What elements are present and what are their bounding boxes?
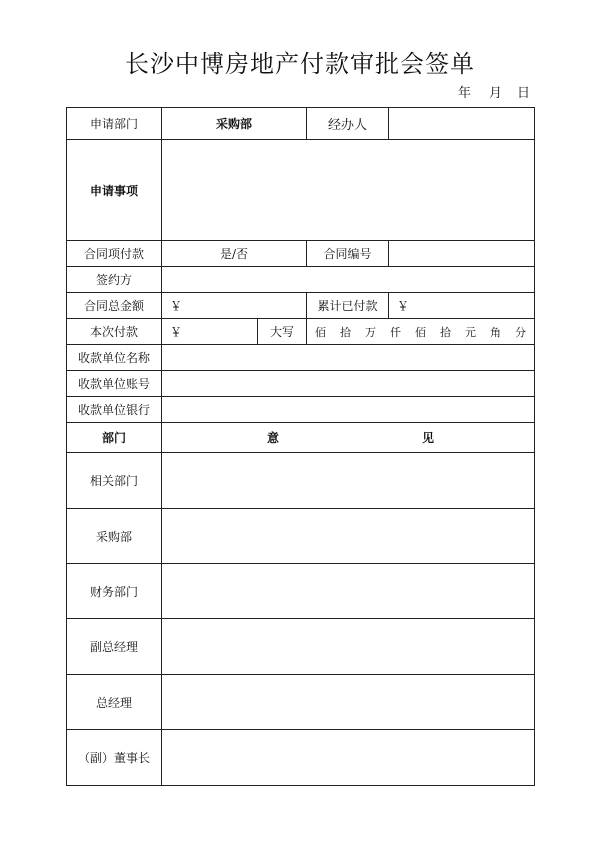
opinion-header-char-2: 见 [422,431,435,445]
date-month: 月 [489,86,503,101]
matter-label: 申请事项 [67,140,162,241]
opinion-row [67,509,535,564]
row-current-pay [67,319,535,345]
opinion-dept-label: 总经理 [67,675,162,730]
apply-dept-value[interactable]: 采购部 [162,108,307,140]
date-day: 日 [517,86,531,101]
contract-no-value[interactable] [389,241,535,267]
payee-name-label: 收款单位名称 [67,345,162,371]
opinion-row [67,730,535,786]
opinion-dept-label: 财务部门 [67,564,162,619]
unit-jiao: 角 [490,325,502,339]
unit-shi-2: 拾 [440,325,452,339]
contract-total-value[interactable]: ￥ [162,293,307,319]
capital-amount-field[interactable] [307,319,535,345]
opinion-row [67,453,535,509]
row-apply-dept [67,108,535,140]
opinion-header [162,423,535,453]
payee-account-value[interactable] [162,371,535,397]
unit-wan: 万 [365,325,377,339]
cumulative-paid-value[interactable]: ￥ [389,293,535,319]
row-opinion-header [67,423,535,453]
signatory-label: 签约方 [67,267,162,293]
contract-pay-label: 合同项付款 [67,241,162,267]
apply-dept-label: 申请部门 [67,108,162,140]
payee-name-value[interactable] [162,345,535,371]
row-signatory [67,267,535,293]
contract-pay-value[interactable]: 是/否 [162,241,307,267]
opinion-dept-label: 采购部 [67,509,162,564]
row-contract-total [67,293,535,319]
approval-form-table [66,107,535,786]
opinion-field[interactable] [162,453,535,509]
unit-bai-1: 佰 [315,325,327,339]
unit-shi-1: 拾 [340,325,352,339]
row-matter [67,140,535,241]
opinion-field[interactable] [162,675,535,730]
signatory-value[interactable] [162,267,535,293]
current-pay-label: 本次付款 [67,319,162,345]
unit-yuan: 元 [465,325,477,339]
opinion-row [67,675,535,730]
row-payee-bank [67,397,535,423]
row-payee-name [67,345,535,371]
handler-label: 经办人 [307,108,389,140]
opinion-row [67,564,535,619]
opinion-header-char-1: 意 [267,431,280,445]
contract-no-label: 合同编号 [307,241,389,267]
matter-value[interactable] [162,140,535,241]
opinion-dept-label: （副）董事长 [67,730,162,786]
opinion-field[interactable] [162,619,535,675]
payee-account-label: 收款单位账号 [67,371,162,397]
payee-bank-value[interactable] [162,397,535,423]
handler-value[interactable] [389,108,535,140]
current-pay-value[interactable]: ￥ [162,319,258,345]
opinion-dept-label: 副总经理 [67,619,162,675]
row-payee-account [67,371,535,397]
dept-header: 部门 [67,423,162,453]
date-year: 年 [458,86,472,101]
opinion-dept-label: 相关部门 [67,453,162,509]
form-title: 长沙中博房地产付款审批会签单 [125,50,475,78]
row-contract-pay [67,241,535,267]
capital-label: 大写 [258,319,307,345]
contract-total-label: 合同总金额 [67,293,162,319]
opinion-field[interactable] [162,564,535,619]
opinion-field[interactable] [162,730,535,786]
opinion-row [67,619,535,675]
cumulative-paid-label: 累计已付款 [307,293,389,319]
opinion-field[interactable] [162,509,535,564]
unit-qian: 仟 [390,325,402,339]
unit-fen: 分 [515,325,527,339]
payee-bank-label: 收款单位银行 [67,397,162,423]
unit-bai-2: 佰 [415,325,427,339]
